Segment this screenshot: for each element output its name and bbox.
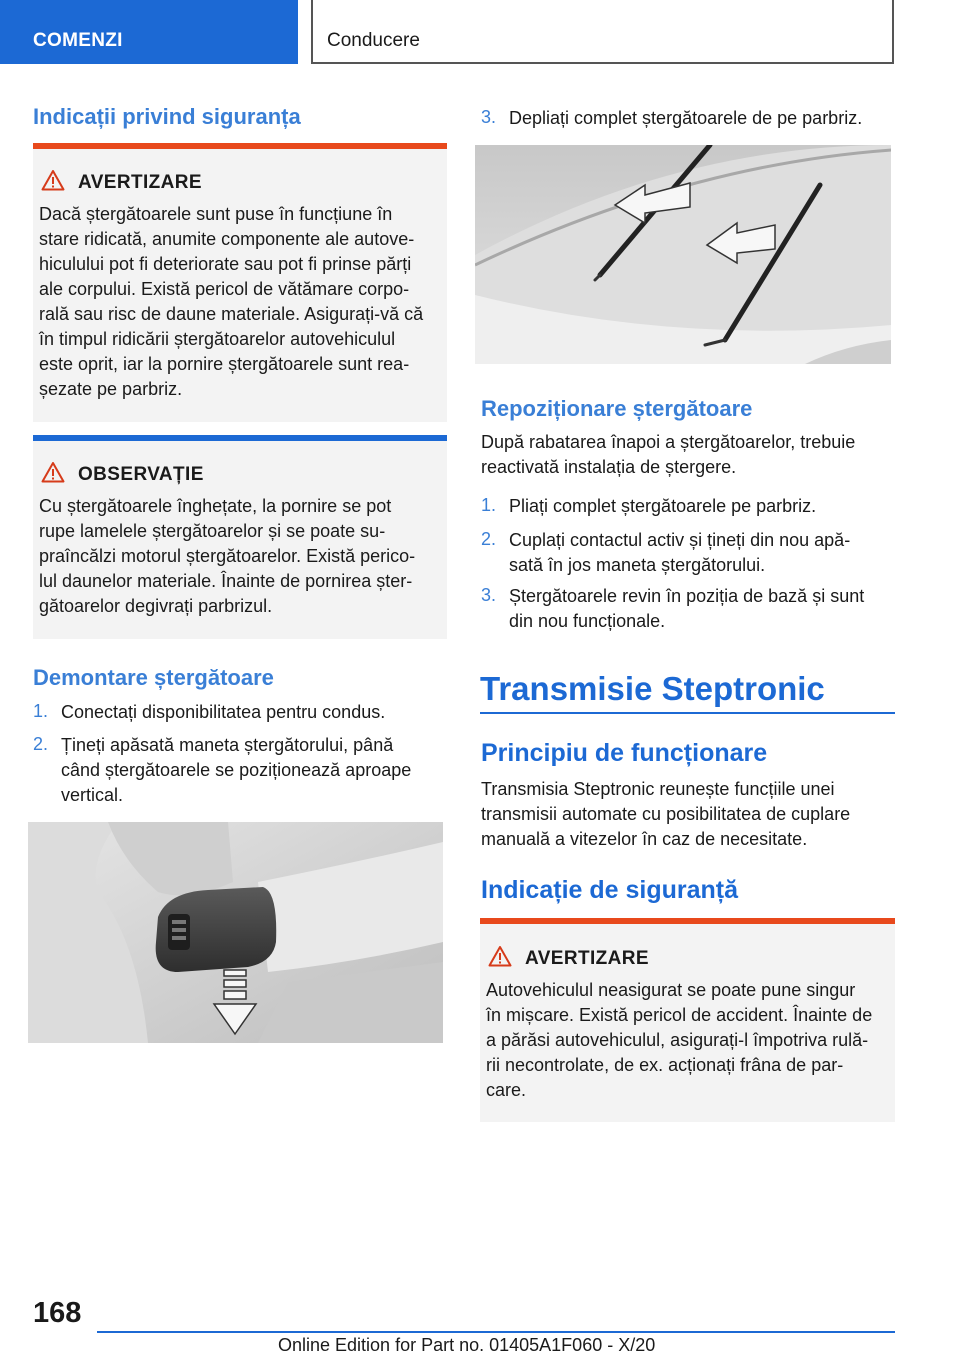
warning-text: Autovehiculul neasigurat se poate pune singur în mișcare. Există pericol de accident. Înainte de a părăsi autovehiculul, asigurați-l împotriva rulă- rii necontrolate, de ex. acționați frâna de par- care.	[486, 980, 873, 1100]
reposition-heading: Repoziționare ștergătoare	[481, 396, 753, 421]
safety-note-heading: Indicație de siguranță	[481, 876, 739, 904]
step-text: Ștergătoarele revin în poziția de bază și sunt din nou funcționale.	[509, 586, 865, 631]
warning-text: Dacă ștergătoarele sunt puse în funcțiune în stare ridicată, anumite componente ale autove- hiculului pot fi deteriorate sau pot fi prinse părți ale corpului. Există pericol de vătămare corpo- rală sau risc de daune materiale. Asigurați-vă că în timpul ridicării ștergătoarelor autovehiculul este oprit, iar la pornire ștergătoarele sunt rea- șezate pe parbriz.	[39, 204, 424, 399]
step-text: Conectați disponibilitatea pentru condus.	[61, 702, 386, 722]
warning-title: AVERTIZARE	[78, 172, 202, 193]
reposition-intro: După rabatarea înapoi a ștergătoarelor, trebuie reactivată instalația de ștergere.	[481, 432, 856, 477]
warning-box	[33, 149, 447, 422]
step-text: Cuplați contactul activ și țineți din nou apă- sată în jos maneta ștergătorului.	[509, 530, 851, 575]
step-number: 3.	[481, 585, 497, 605]
principle-heading: Principiu de funcționare	[481, 739, 768, 767]
warning-icon	[41, 169, 65, 191]
step-number: 2.	[481, 529, 497, 549]
notice-box	[33, 441, 447, 639]
footer-rule	[97, 1331, 895, 1333]
transmission-heading: Transmisie Steptronic	[480, 670, 825, 707]
chapter-tab	[311, 0, 894, 64]
chapter-label: Conducere	[327, 30, 420, 51]
notice-title: OBSERVAȚIE	[78, 464, 204, 485]
page-number: 168	[33, 1297, 82, 1329]
step-text: Depliați complet ștergătoarele de pe parbriz.	[509, 108, 863, 128]
section-label: COMENZI	[33, 30, 123, 51]
dismount-heading: Demontare ștergătoare	[33, 665, 274, 690]
step-number: 1.	[481, 495, 497, 515]
step-number: 2.	[33, 734, 49, 754]
step-number: 3.	[481, 107, 497, 127]
warning-title: AVERTIZARE	[525, 948, 649, 969]
step-text: Pliați complet ștergătoarele pe parbriz.	[509, 496, 817, 516]
step-text: Țineți apăsată maneta ștergătorului, până când ștergătoarele se poziționează aproape vertical.	[61, 735, 412, 805]
section-tab	[0, 0, 298, 64]
edition-text: Online Edition for Part no. 01405A1F060 - X/20	[278, 1335, 656, 1355]
safety-heading: Indicații privind siguranța	[33, 104, 301, 129]
notice-text: Cu ștergătoarele înghețate, la pornire se pot rupe lamelele ștergătoarelor și se poate su- praîncălzi motorul ștergătoarelor. Există perico- lul daunelor materiale. Înainte de pornirea șter- gătoarelor degivrați parbrizul.	[39, 496, 416, 616]
step-number: 1.	[33, 701, 49, 721]
heading-rule	[480, 712, 895, 714]
warning-icon	[488, 945, 512, 967]
notice-icon	[41, 461, 65, 483]
wiper-lever-image	[28, 822, 443, 1043]
principle-text: Transmisia Steptronic reunește funcțiile unei transmisii automate cu posibilitatea de cuplare manuală a vitezelor în caz de necesitate.	[481, 779, 851, 849]
windshield-image	[475, 145, 891, 364]
warning-box	[480, 924, 895, 1122]
